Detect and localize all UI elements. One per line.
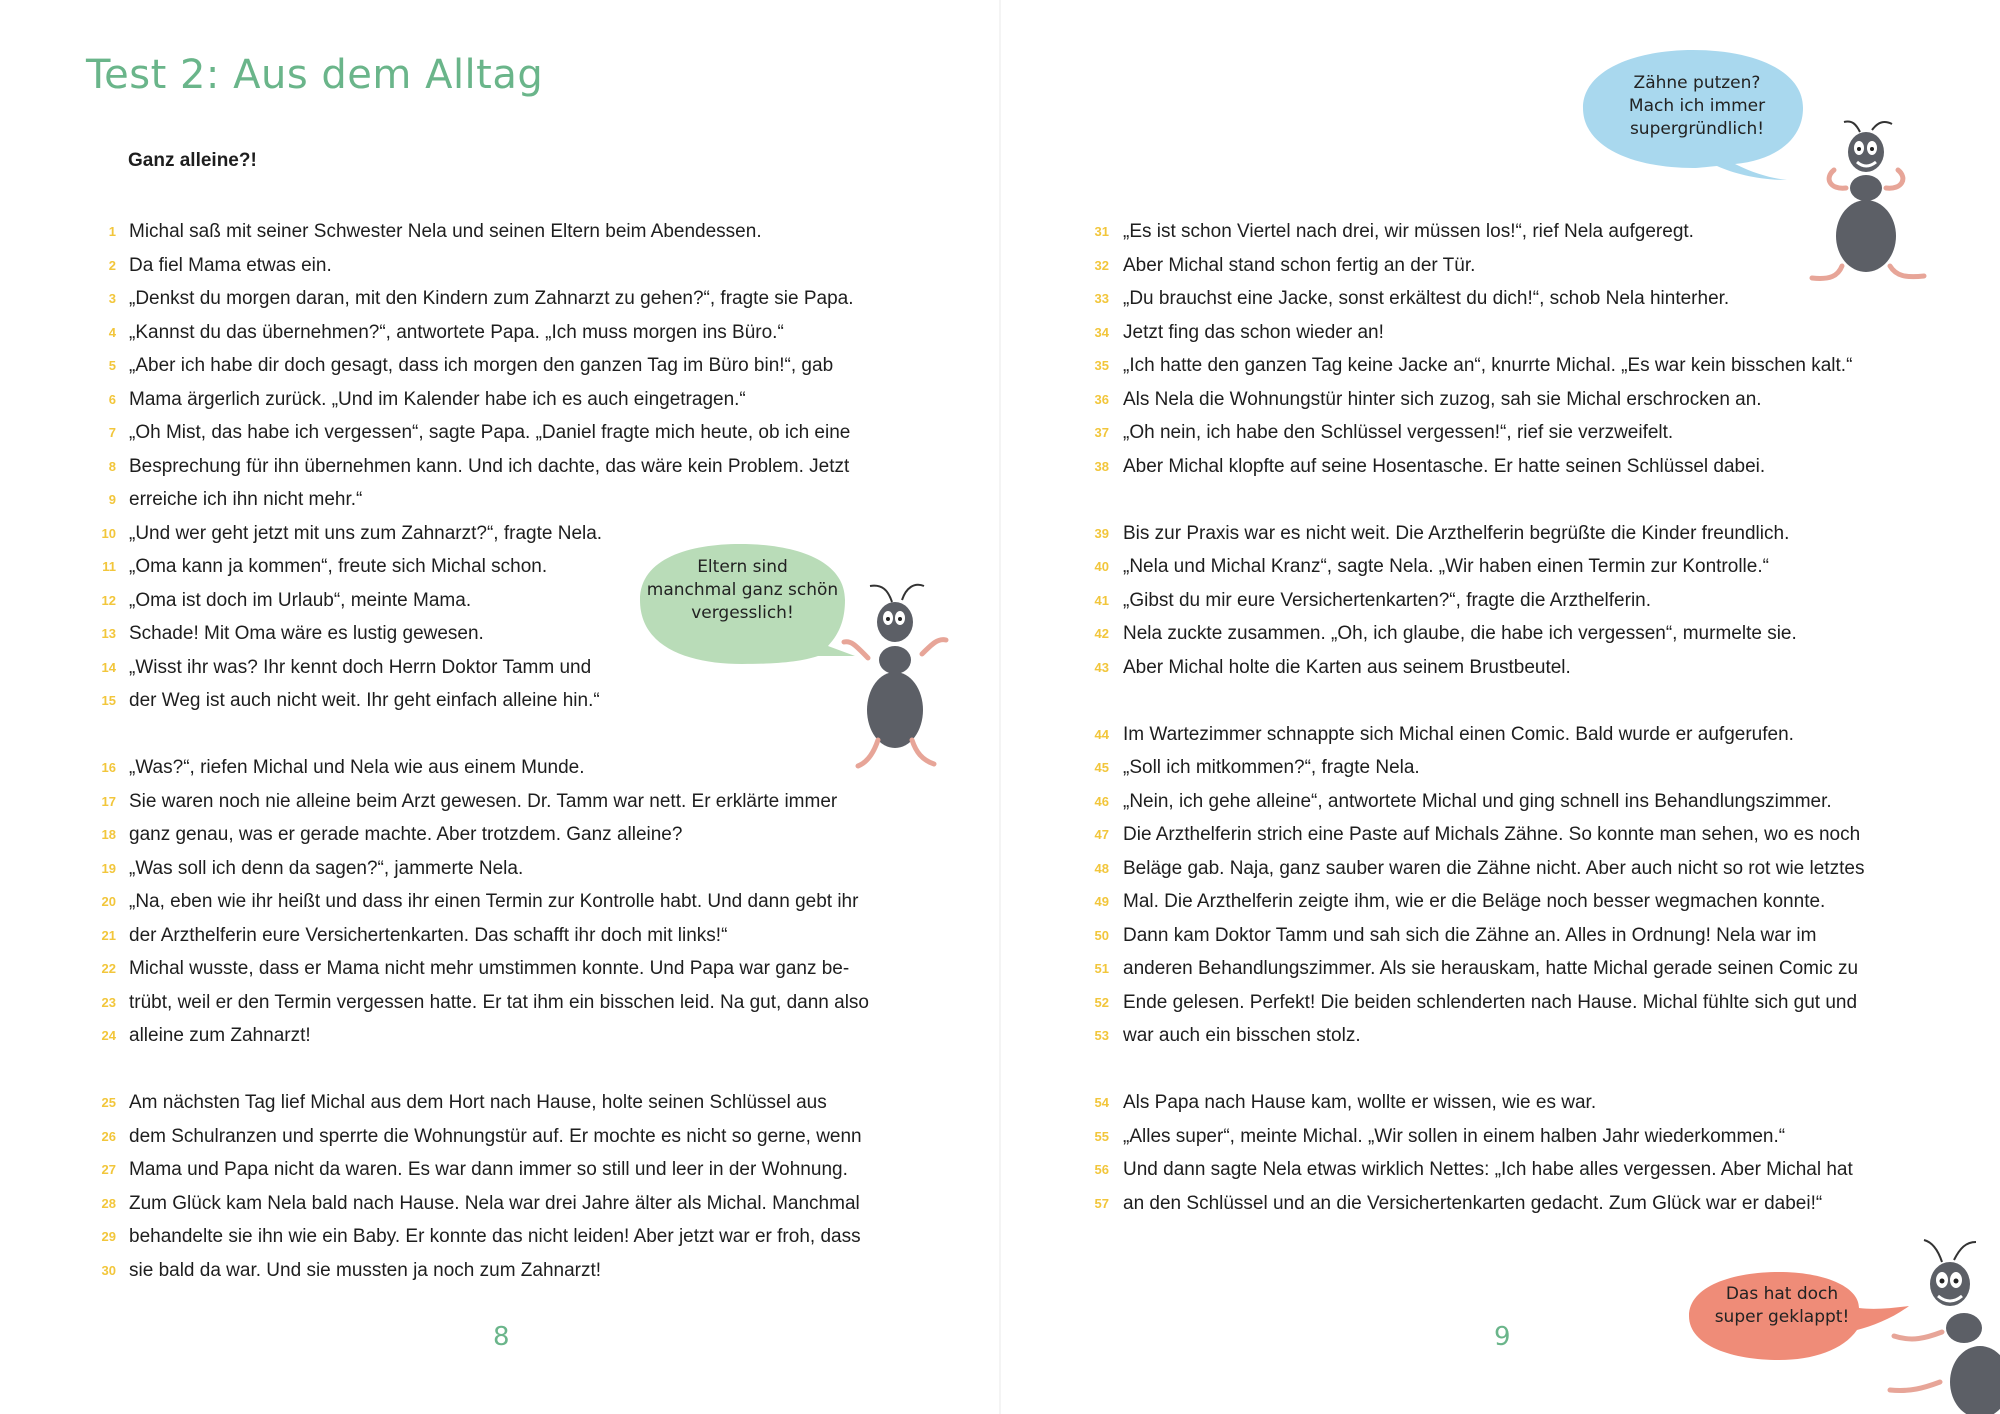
line-number: 55 bbox=[1094, 1128, 1109, 1144]
line-number: 39 bbox=[1094, 525, 1109, 541]
text-line bbox=[80, 483, 856, 517]
text-line bbox=[1075, 282, 1850, 316]
line-text: trübt, weil er den Termin vergessen hatte. Er tat ihm ein bisschen leid. Na gut, dann also bbox=[129, 991, 869, 1013]
text-line bbox=[1075, 584, 1850, 618]
line-number: 52 bbox=[1094, 994, 1109, 1010]
text-line bbox=[80, 818, 856, 852]
line-number: 50 bbox=[1094, 927, 1109, 943]
line-number: 48 bbox=[1094, 860, 1109, 876]
line-number: 33 bbox=[1094, 291, 1109, 306]
page-title: Test 2: Aus dem Alltag bbox=[86, 52, 544, 98]
line-text: „Na, eben wie ihr heißt und dass ihr einen Termin zur Kontrolle habt. Und dann gebt ihr bbox=[129, 891, 859, 912]
line-text: „Du brauchst eine Jacke, sonst erkältest du dich!“, schob Nela hinterher. bbox=[1123, 288, 1730, 309]
text-line bbox=[80, 249, 856, 283]
line-number: 24 bbox=[101, 1028, 116, 1043]
line-number: 29 bbox=[101, 1229, 116, 1244]
line-number: 14 bbox=[101, 659, 116, 675]
line-number: 51 bbox=[1094, 961, 1109, 976]
line-text: Im Wartezimmer schnappte sich Michal einen Comic. Bald wurde er aufgerufen. bbox=[1123, 723, 1794, 745]
line-text: Aber Michal stand schon fertig an der Tür. bbox=[1123, 254, 1476, 276]
line-number: 25 bbox=[101, 1095, 116, 1110]
text-line bbox=[1075, 751, 1850, 785]
line-text: Die Arzthelferin strich eine Paste auf Michals Zähne. So konnte man sehen, wo es noch bbox=[1123, 824, 1861, 845]
line-number: 20 bbox=[101, 894, 116, 909]
line-number: 13 bbox=[101, 626, 116, 641]
line-number: 47 bbox=[1094, 827, 1109, 842]
text-line bbox=[80, 1019, 856, 1053]
bubble-line: supergründlich! bbox=[1629, 119, 1765, 139]
text-line bbox=[1075, 416, 1850, 450]
text-line bbox=[1075, 1019, 1850, 1053]
ant-character-top-right bbox=[1800, 118, 1940, 288]
line-number: 17 bbox=[101, 793, 116, 809]
text-line bbox=[80, 1187, 860, 1221]
text-line bbox=[80, 885, 859, 919]
line-number: 15 bbox=[101, 693, 116, 708]
line-number: 37 bbox=[1094, 425, 1109, 440]
line-text: „Aber ich habe dir doch gesagt, dass ich morgen den ganzen Tag im Büro bin!“, gab bbox=[129, 355, 834, 376]
text-line bbox=[1075, 885, 1850, 919]
paragraph-gap bbox=[1075, 684, 1850, 718]
line-text: „Denkst du morgen daran, mit den Kindern zum Zahnarzt zu gehen?“, fragte sie Papa. bbox=[129, 288, 854, 309]
paragraph-gap bbox=[1075, 483, 1850, 517]
line-text: „Was?“, riefen Michal und Nela wie aus einem Munde. bbox=[129, 757, 585, 778]
line-number: 43 bbox=[1094, 659, 1109, 675]
ant-character-bottom-right bbox=[1880, 1232, 2000, 1414]
text-line bbox=[80, 1153, 856, 1187]
bubble-text-bottom-right bbox=[1692, 1283, 1872, 1329]
line-number: 1 bbox=[108, 224, 116, 239]
text-line bbox=[1075, 517, 1850, 551]
line-text: sie bald da war. Und sie mussten ja noch zum Zahnarzt! bbox=[129, 1259, 602, 1281]
line-text: „Alles super“, meinte Michal. „Wir sollen in einem halben Jahr wiederkommen.“ bbox=[1123, 1125, 1786, 1147]
text-line bbox=[80, 282, 856, 316]
paragraph-gap bbox=[1075, 1053, 1850, 1087]
page-number-left: 8 bbox=[493, 1322, 510, 1352]
line-text: Nela zuckte zusammen. „Oh, ich glaube, die habe ich vergessen“, murmelte sie. bbox=[1123, 623, 1797, 644]
bubble-text-middle bbox=[630, 556, 855, 625]
text-line bbox=[80, 1220, 861, 1254]
line-text: alleine zum Zahnarzt! bbox=[129, 1025, 311, 1046]
bubble-line: Zähne putzen? bbox=[1633, 73, 1761, 93]
text-line bbox=[80, 349, 856, 383]
line-text: dem Schulranzen und sperrte die Wohnungstür auf. Er mochte es nicht so gerne, wenn bbox=[129, 1125, 862, 1147]
line-number: 46 bbox=[1094, 793, 1109, 809]
text-line bbox=[1075, 1187, 1850, 1221]
line-text: Jetzt fing das schon wieder an! bbox=[1123, 321, 1384, 343]
line-text: „Soll ich mitkommen?“, fragte Nela. bbox=[1123, 757, 1420, 778]
bubble-line: Mach ich immer bbox=[1628, 96, 1766, 116]
line-number: 19 bbox=[101, 860, 116, 876]
line-text: erreiche ich ihn nicht mehr.“ bbox=[129, 489, 363, 510]
line-text: an den Schlüssel und an die Versichertenkarten gedacht. Zum Glück war er dabei!“ bbox=[1123, 1192, 1823, 1214]
line-number: 10 bbox=[101, 525, 116, 541]
line-number: 11 bbox=[102, 559, 116, 574]
text-line bbox=[1075, 550, 1850, 584]
bubble-line: manchmal ganz schön bbox=[646, 580, 839, 600]
line-number: 53 bbox=[1094, 1028, 1109, 1043]
line-text: „Wisst ihr was? Ihr kennt doch Herrn Doktor Tamm und bbox=[129, 656, 592, 678]
line-text: Da fiel Mama etwas ein. bbox=[129, 254, 332, 276]
line-number: 23 bbox=[101, 994, 116, 1010]
text-line bbox=[1075, 316, 1850, 350]
line-text: Dann kam Doktor Tamm und sah sich die Zähne an. Alles in Ordnung! Nela war im bbox=[1123, 924, 1817, 946]
text-line bbox=[80, 1120, 862, 1154]
text-line bbox=[80, 316, 856, 350]
line-number: 56 bbox=[1094, 1162, 1109, 1177]
line-number: 40 bbox=[1094, 559, 1109, 574]
paragraph-gap bbox=[80, 1053, 856, 1087]
text-line bbox=[80, 852, 856, 886]
book-gutter bbox=[999, 0, 1001, 1414]
text-line bbox=[1075, 1086, 1850, 1120]
line-text: Besprechung für ihn übernehmen kann. Und ich dachte, das wäre kein Problem. Jetzt bbox=[129, 455, 850, 477]
story-subtitle: Ganz alleine?! bbox=[128, 150, 257, 171]
line-number: 41 bbox=[1094, 592, 1109, 608]
line-text: „Gibst du mir eure Versichertenkarten?“, fragte die Arzthelferin. bbox=[1123, 589, 1652, 611]
text-line bbox=[1075, 1120, 1850, 1154]
line-number: 3 bbox=[108, 291, 116, 306]
line-number: 28 bbox=[101, 1195, 116, 1211]
line-number: 2 bbox=[108, 257, 116, 273]
line-text: der Arzthelferin eure Versichertenkarten. Das schafft ihr doch mit links!“ bbox=[129, 924, 728, 946]
text-line bbox=[1075, 215, 1850, 249]
line-text: Als Papa nach Hause kam, wollte er wissen, wie es war. bbox=[1123, 1092, 1597, 1113]
line-number: 45 bbox=[1094, 760, 1109, 775]
line-text: „Nein, ich gehe alleine“, antwortete Michal und ging schnell ins Behandlungszimmer. bbox=[1123, 790, 1832, 812]
right-page-text bbox=[1075, 215, 1865, 1220]
line-text: Sie waren noch nie alleine beim Arzt gewesen. Dr. Tamm war nett. Er erklärte immer bbox=[129, 790, 838, 812]
line-number: 57 bbox=[1094, 1195, 1109, 1211]
line-text: Aber Michal klopfte auf seine Hosentasche. Er hatte seinen Schlüssel dabei. bbox=[1123, 455, 1766, 477]
line-text: „Und wer geht jetzt mit uns zum Zahnarzt?“, fragte Nela. bbox=[129, 522, 603, 544]
bubble-line: Eltern sind bbox=[697, 557, 788, 577]
line-text: Und dann sagte Nela etwas wirklich Nettes: „Ich habe alles vergessen. Aber Michal hat bbox=[1123, 1159, 1853, 1180]
text-line bbox=[1075, 986, 1858, 1020]
line-text: „Oh Mist, das habe ich vergessen“, sagte Papa. „Daniel fragte mich heute, ob ich eine bbox=[129, 422, 851, 443]
line-text: Mal. Die Arzthelferin zeigte ihm, wie er die Beläge noch besser wegmachen konnte. bbox=[1123, 891, 1826, 912]
line-text: „Oma ist doch im Urlaub“, meinte Mama. bbox=[129, 589, 472, 611]
line-number: 27 bbox=[101, 1162, 116, 1177]
line-number: 26 bbox=[101, 1128, 116, 1144]
line-number: 34 bbox=[1094, 324, 1109, 340]
line-text: „Nela und Michal Kranz“, sagte Nela. „Wir haben einen Termin zur Kontrolle.“ bbox=[1123, 556, 1769, 577]
line-number: 30 bbox=[101, 1262, 116, 1278]
line-text: „Oma kann ja kommen“, freute sich Michal schon. bbox=[129, 556, 548, 577]
line-text: „Oh nein, ich habe den Schlüssel vergessen!“, rief sie verzweifelt. bbox=[1123, 422, 1674, 443]
bubble-line: Das hat doch bbox=[1725, 1284, 1839, 1304]
line-text: Michal saß mit seiner Schwester Nela und seinen Eltern beim Abendessen. bbox=[129, 221, 762, 242]
text-line bbox=[80, 450, 856, 484]
line-text: „Was soll ich denn da sagen?“, jammerte Nela. bbox=[129, 857, 524, 879]
line-number: 21 bbox=[101, 927, 116, 943]
line-number: 9 bbox=[108, 492, 116, 507]
line-text: der Weg ist auch nicht weit. Ihr geht einfach alleine hin.“ bbox=[129, 690, 600, 711]
bubble-text-top-right bbox=[1583, 72, 1811, 141]
line-number: 44 bbox=[1094, 726, 1109, 742]
line-number: 4 bbox=[108, 324, 116, 340]
line-text: „Kannst du das übernehmen?“, antwortete Papa. „Ich muss morgen ins Büro.“ bbox=[129, 321, 784, 343]
line-number: 54 bbox=[1094, 1095, 1109, 1110]
line-number: 32 bbox=[1094, 257, 1109, 273]
line-number: 49 bbox=[1094, 894, 1109, 909]
text-line bbox=[80, 383, 856, 417]
line-number: 42 bbox=[1094, 626, 1109, 641]
line-text: Zum Glück kam Nela bald nach Hause. Nela war drei Jahre älter als Michal. Manchmal bbox=[129, 1192, 860, 1214]
line-text: „Ich hatte den ganzen Tag keine Jacke an“, knurrte Michal. „Es war kein bisschen kalt.“ bbox=[1123, 355, 1853, 376]
text-line bbox=[80, 785, 856, 819]
line-number: 5 bbox=[108, 358, 116, 373]
line-number: 8 bbox=[108, 458, 116, 474]
text-line bbox=[1075, 852, 1865, 886]
bubble-line: vergesslich! bbox=[691, 603, 794, 623]
line-text: ganz genau, was er gerade machte. Aber trotzdem. Ganz alleine? bbox=[129, 824, 683, 845]
text-line bbox=[80, 416, 856, 450]
line-text: behandelte sie ihn wie ein Baby. Er konnte das nicht leiden! Aber jetzt war er froh, dass bbox=[129, 1226, 861, 1247]
line-number: 12 bbox=[101, 592, 116, 608]
line-text: Am nächsten Tag lief Michal aus dem Hort nach Hause, holte seinen Schlüssel aus bbox=[129, 1092, 827, 1113]
line-text: Ende gelesen. Perfekt! Die beiden schlenderten nach Hause. Michal fühlte sich gut und bbox=[1123, 991, 1858, 1013]
line-number: 6 bbox=[108, 391, 116, 407]
text-line bbox=[80, 1086, 856, 1120]
text-line bbox=[80, 952, 856, 986]
text-line bbox=[1075, 617, 1850, 651]
text-line bbox=[1075, 349, 1853, 383]
line-number: 36 bbox=[1094, 391, 1109, 407]
text-line bbox=[1075, 450, 1850, 484]
line-number: 31 bbox=[1094, 224, 1109, 239]
line-text: Schade! Mit Oma wäre es lustig gewesen. bbox=[129, 623, 484, 644]
bubble-line: super geklappt! bbox=[1714, 1307, 1850, 1327]
ant-character-middle bbox=[840, 580, 950, 770]
line-text: Bis zur Praxis war es nicht weit. Die Arzthelferin begrüßte die Kinder freundlich. bbox=[1123, 522, 1790, 544]
line-number: 35 bbox=[1094, 358, 1109, 373]
line-text: anderen Behandlungszimmer. Als sie herauskam, hatte Michal gerade seinen Comic zu bbox=[1123, 958, 1859, 979]
line-number: 22 bbox=[101, 961, 116, 976]
line-text: Aber Michal holte die Karten aus seinem Brustbeutel. bbox=[1123, 656, 1571, 678]
line-number: 18 bbox=[101, 827, 116, 842]
text-line bbox=[1075, 818, 1861, 852]
text-line bbox=[80, 986, 869, 1020]
text-line bbox=[1075, 249, 1850, 283]
text-line bbox=[80, 919, 856, 953]
line-text: war auch ein bisschen stolz. bbox=[1123, 1025, 1361, 1046]
line-text: Beläge gab. Naja, ganz sauber waren die Zähne nicht. Aber auch nicht so rot wie letztes bbox=[1123, 857, 1865, 879]
text-line bbox=[1075, 1153, 1853, 1187]
line-text: Michal wusste, dass er Mama nicht mehr umstimmen konnte. Und Papa war ganz be- bbox=[129, 958, 850, 979]
line-text: Als Nela die Wohnungstür hinter sich zuzog, sah sie Michal erschrocken an. bbox=[1123, 388, 1762, 410]
page-number-right: 9 bbox=[1494, 1322, 1511, 1352]
text-line bbox=[1075, 718, 1850, 752]
line-text: „Es ist schon Viertel nach drei, wir müssen los!“, rief Nela aufgeregt. bbox=[1123, 221, 1694, 242]
line-number: 38 bbox=[1094, 458, 1109, 474]
text-line bbox=[1075, 383, 1850, 417]
text-line bbox=[1075, 785, 1850, 819]
text-line bbox=[1075, 952, 1859, 986]
text-line bbox=[80, 215, 856, 249]
line-text: Mama und Papa nicht da waren. Es war dann immer so still und leer in der Wohnung. bbox=[129, 1159, 848, 1180]
text-line bbox=[80, 1254, 856, 1288]
line-number: 16 bbox=[101, 760, 116, 775]
text-line bbox=[1075, 919, 1850, 953]
text-line bbox=[1075, 651, 1850, 685]
line-number: 7 bbox=[108, 425, 116, 440]
line-text: Mama ärgerlich zurück. „Und im Kalender habe ich es auch eingetragen.“ bbox=[129, 388, 746, 410]
